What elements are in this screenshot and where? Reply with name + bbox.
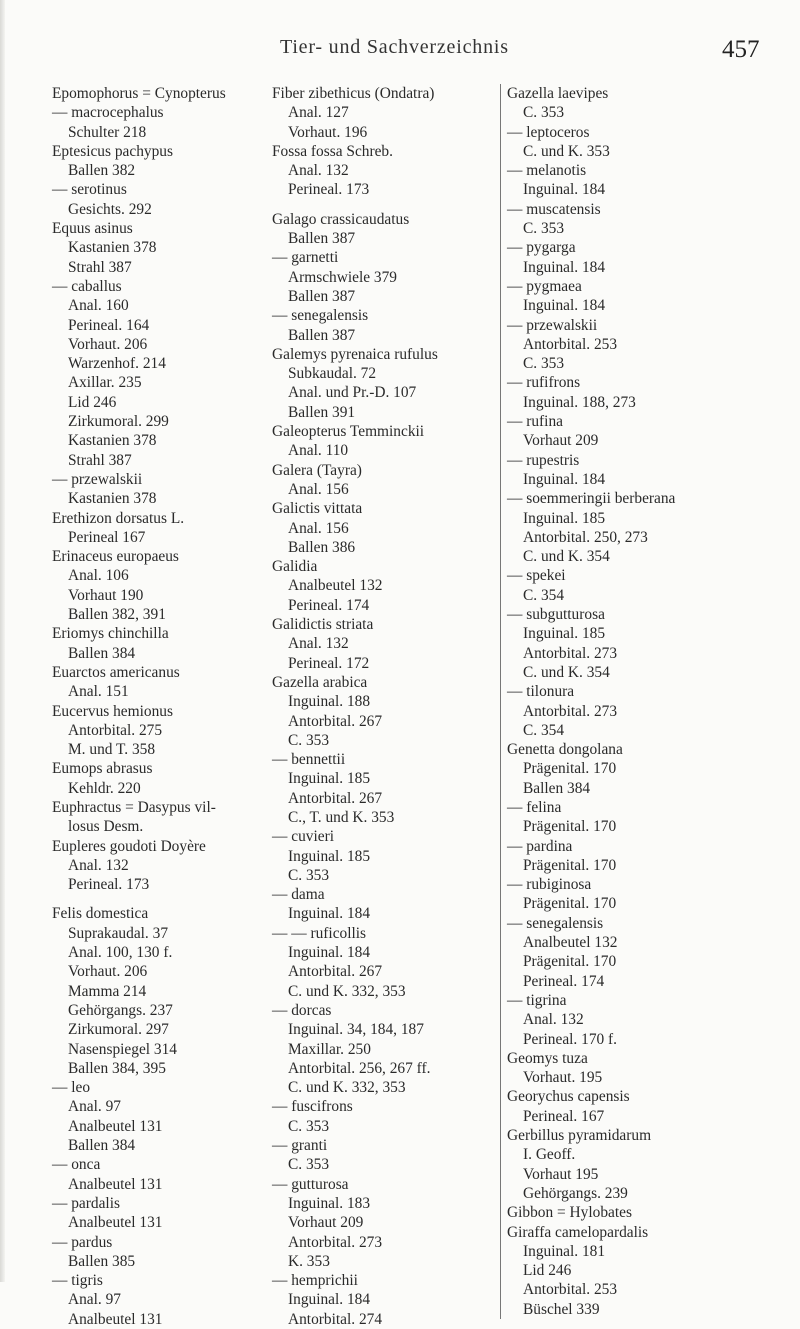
index-entry: — dorcas	[272, 1001, 332, 1019]
index-entry: Giraffa camelopardalis	[507, 1223, 649, 1241]
index-subentry: Inguinal. 184	[523, 297, 606, 315]
page-header	[0, 36, 800, 76]
index-subentry: Suprakaudal. 37	[68, 924, 169, 942]
index-subentry: Inguinal. 184	[288, 905, 371, 923]
index-subentry: Anal. und Pr.-D. 107	[288, 384, 417, 402]
index-subentry: Kehldr. 220	[68, 779, 141, 797]
index-subentry: K. 353	[288, 1252, 330, 1270]
index-subentry: Anal. 132	[288, 162, 349, 180]
index-subentry: Vorhaut 190	[68, 586, 144, 604]
index-entry: Galidictis striata	[272, 616, 374, 634]
index-entry: — subgutturosa	[507, 606, 605, 624]
index-entry: Eupleres goudoti Doyère	[52, 837, 206, 855]
index-entry: — garnetti	[272, 249, 339, 267]
index-entry: Gazella laevipes	[507, 85, 609, 102]
index-subentry: Ballen 385	[68, 1252, 136, 1270]
index-subentry: Ballen 386	[288, 538, 356, 556]
index-subentry: Antorbital. 250, 273	[523, 528, 648, 546]
index-subentry: Anal. 100, 130 f.	[68, 944, 173, 962]
index-entry: — przewalskii	[52, 470, 143, 488]
index-entry: — pygarga	[507, 239, 576, 257]
index-entry: — rufifrons	[507, 374, 581, 392]
index-subentry: Gesichts. 292	[68, 200, 152, 218]
index-subentry: Anal. 97	[68, 1291, 122, 1309]
index-entry: — rupestris	[507, 451, 580, 469]
index-entry: Felis domestica	[52, 905, 149, 923]
index-entry: — macrocephalus	[52, 104, 164, 122]
index-subentry: Perineal. 170 f.	[523, 1030, 618, 1048]
index-entry: — tigris	[52, 1272, 103, 1290]
index-entry: — soemmeringii berberana	[507, 490, 676, 508]
index-subentry: C. 353	[288, 1117, 330, 1135]
index-subentry: Maxillar. 250	[288, 1040, 371, 1058]
page-edge-shadow	[0, 0, 5, 1282]
index-entry: Euphractus = Dasypus vil-	[52, 798, 216, 816]
entry-gap	[52, 894, 267, 904]
index-subentry: Inguinal. 184	[288, 944, 371, 962]
index-entry: — leo	[52, 1079, 91, 1097]
index-subentry: Anal. 132	[68, 856, 129, 874]
index-subentry: Antorbital. 267	[288, 789, 383, 807]
index-subentry: Antorbital. 267	[288, 963, 383, 981]
index-subentry: C. und K. 354	[523, 548, 610, 566]
index-column-3	[500, 84, 800, 1319]
index-entry: Fiber zibethicus (Ondatra)	[272, 85, 435, 102]
index-entry: — tigrina	[507, 991, 567, 1009]
index-subentry: losus Desm.	[68, 818, 144, 836]
index-subentry: Inguinal. 181	[523, 1242, 606, 1260]
index-subentry: Armschwiele 379	[288, 268, 397, 286]
index-subentry: Antorbital. 253	[523, 1281, 618, 1299]
index-subentry: Büschel 339	[523, 1300, 600, 1318]
index-subentry: Schulter 218	[68, 123, 147, 141]
index-subentry: Inguinal. 184	[523, 258, 606, 276]
index-subentry: Perineal. 173	[68, 876, 150, 894]
index-subentry: Inguinal. 184	[288, 1291, 371, 1309]
index-entry: Eptesicus pachypus	[52, 142, 173, 160]
index-entry: — pygmaea	[507, 277, 582, 295]
index-subentry: Inguinal. 188, 273	[523, 393, 636, 411]
index-subentry: Lid 246	[523, 1262, 572, 1280]
index-subentry: Vorhaut. 196	[288, 123, 368, 141]
index-entry: Georychus capensis	[507, 1088, 630, 1106]
index-entry: — leptoceros	[507, 123, 590, 141]
index-subentry: C. 353	[288, 731, 330, 749]
index-subentry: Anal. 156	[288, 519, 349, 537]
index-subentry: Anal. 156	[288, 480, 349, 498]
index-entry: Eucervus hemionus	[52, 702, 173, 720]
index-entry: Gazella arabica	[272, 673, 368, 691]
index-entry: Galera (Tayra)	[272, 461, 362, 479]
index-subentry: Ballen 382	[68, 162, 136, 180]
index-entry: Erethizon dorsatus L.	[52, 509, 185, 527]
index-subentry: Prägenital. 170	[523, 953, 617, 971]
index-subentry: Ballen 384	[68, 1137, 136, 1155]
index-subentry: Inguinal. 184	[523, 470, 606, 488]
index-entry: — granti	[272, 1137, 328, 1155]
index-subentry: Vorhaut. 206	[68, 335, 148, 353]
index-subentry: Inguinal. 185	[523, 625, 606, 643]
index-subentry: C. 353	[523, 220, 565, 238]
index-subentry: Inguinal. 185	[288, 847, 371, 865]
index-entry: Euarctos americanus	[52, 663, 180, 681]
index-subentry: Perineal. 174	[288, 596, 370, 614]
index-subentry: Analbeutel 131	[68, 1175, 163, 1193]
index-subentry: Axillar. 235	[68, 374, 142, 392]
index-subentry: C. 353	[288, 866, 330, 884]
index-subentry: Strahl 387	[68, 258, 132, 276]
index-entry: — senegalensis	[507, 914, 604, 932]
index-entry: — felina	[507, 798, 562, 816]
index-subentry: Vorhaut 209	[523, 432, 599, 450]
index-subentry: Inguinal. 188	[288, 693, 371, 711]
index-entry: — cuvieri	[272, 828, 334, 846]
index-entry: Galictis vittata	[272, 500, 363, 518]
index-entry: — caballus	[52, 277, 122, 295]
index-subentry: Ballen 384	[68, 644, 136, 662]
index-entry: — melanotis	[507, 162, 587, 180]
index-subentry: C. 353	[523, 355, 565, 373]
index-subentry: Antorbital. 274	[288, 1310, 383, 1328]
index-subentry: Inguinal. 183	[288, 1194, 371, 1212]
index-subentry: Kastanien 378	[68, 432, 157, 450]
index-subentry: Analbeutel 132	[288, 577, 383, 595]
index-entry: Epomophorus = Cynopterus	[52, 85, 226, 102]
index-entry: Galeopterus Temminckii	[272, 423, 425, 441]
index-subentry: Anal. 132	[288, 635, 349, 653]
index-subentry: Prägenital. 170	[523, 895, 617, 913]
index-subentry: C. und K. 354	[523, 663, 610, 681]
index-entry: — hemprichii	[272, 1272, 358, 1290]
index-entry: Equus asinus	[52, 220, 133, 238]
index-entry: — muscatensis	[507, 200, 601, 218]
index-subentry: Vorhaut 209	[288, 1214, 364, 1232]
index-subentry: Nasenspiegel 314	[68, 1040, 177, 1058]
index-subentry: Analbeutel 132	[523, 934, 618, 952]
index-entry: Genetta dongolana	[507, 741, 623, 759]
index-entry: Eumops abrasus	[52, 760, 153, 778]
index-subentry: Inguinal. 185	[523, 509, 606, 527]
index-entry: — spekei	[507, 567, 566, 585]
index-subentry: C. 354	[523, 586, 565, 604]
index-subentry: Anal. 106	[68, 567, 129, 585]
index-column-1	[52, 84, 267, 1329]
index-subentry: Perineal 167	[68, 528, 146, 546]
index-subentry: Ballen 384, 395	[68, 1059, 166, 1077]
index-subentry: Kastanien 378	[68, 490, 157, 508]
running-title: Tier- und Sachverzeichnis	[280, 36, 509, 58]
index-entry: Galidia	[272, 558, 318, 576]
index-subentry: Inguinal. 34, 184, 187	[288, 1021, 424, 1039]
page-number: 457	[722, 36, 760, 63]
index-entry: — przewalskii	[507, 316, 598, 334]
index-subentry: C. und K. 332, 353	[288, 982, 406, 1000]
index-entry: Eriomys chinchilla	[52, 625, 169, 643]
index-subentry: Vorhaut. 195	[523, 1069, 603, 1087]
index-subentry: Antorbital. 267	[288, 712, 383, 730]
index-entry: — bennettii	[272, 751, 346, 769]
index-entry: Gibbon = Hylobates	[507, 1204, 632, 1222]
index-subentry: Warzenhof. 214	[68, 355, 166, 373]
index-subentry: Gehörgangs. 237	[68, 1001, 173, 1019]
index-subentry: Prägenital. 170	[523, 856, 617, 874]
index-entry: — pardina	[507, 837, 573, 855]
index-subentry: Analbeutel 131	[68, 1310, 163, 1328]
index-entry: Geomys tuza	[507, 1049, 588, 1067]
index-subentry: Perineal. 167	[523, 1107, 605, 1125]
index-subentry: Kastanien 378	[68, 239, 157, 257]
index-subentry: C. 353	[288, 1156, 330, 1174]
index-entry: — fuscifrons	[272, 1098, 353, 1116]
index-subentry: Ballen 387	[288, 287, 356, 305]
index-subentry: Antorbital. 253	[523, 335, 618, 353]
index-subentry: Perineal. 164	[68, 316, 150, 334]
index-subentry: Zirkumoral. 297	[68, 1021, 169, 1039]
index-entry: — senegalensis	[272, 307, 369, 325]
index-subentry: C. 353	[523, 104, 565, 122]
index-subentry: Inguinal. 184	[523, 181, 606, 199]
index-entry: Fossa fossa Schreb.	[272, 142, 393, 160]
index-subentry: Prägenital. 170	[523, 760, 617, 778]
index-subentry: Prägenital. 170	[523, 818, 617, 836]
index-subentry: Analbeutel 131	[68, 1117, 163, 1135]
index-subentry: Zirkumoral. 299	[68, 413, 169, 431]
index-entry: — rubiginosa	[507, 876, 592, 894]
index-subentry: Antorbital. 275	[68, 721, 163, 739]
index-subentry: Perineal. 172	[288, 654, 370, 672]
index-subentry: I. Geoff.	[523, 1146, 576, 1164]
index-entry: — pardalis	[52, 1194, 120, 1212]
index-subentry: Subkaudal. 72	[288, 365, 377, 383]
index-subentry: C., T. und K. 353	[288, 808, 395, 826]
index-subentry: Perineal. 174	[523, 972, 605, 990]
index-subentry: Antorbital. 273	[523, 702, 618, 720]
index-entry: Gerbillus pyramidarum	[507, 1127, 652, 1145]
index-entry: Galemys pyrenaica rufulus	[272, 345, 438, 363]
index-subentry: Antorbital. 256, 267 ff.	[288, 1059, 431, 1077]
index-entry: — — ruficollis	[272, 924, 367, 942]
index-subentry: Vorhaut. 206	[68, 963, 148, 981]
index-subentry: M. und T. 358	[68, 741, 156, 759]
index-entry: — rufina	[507, 413, 563, 431]
index-subentry: Antorbital. 273	[288, 1233, 383, 1251]
index-subentry: Antorbital. 273	[523, 644, 618, 662]
index-subentry: Lid 246	[68, 393, 117, 411]
index-subentry: C. und K. 332, 353	[288, 1079, 406, 1097]
index-entry: Erinaceus europaeus	[52, 548, 179, 566]
index-entry: — dama	[272, 886, 325, 904]
index-subentry: Anal. 127	[288, 104, 349, 122]
index-subentry: Ballen 387	[288, 230, 356, 248]
index-subentry: Inguinal. 185	[288, 770, 371, 788]
index-subentry: Ballen 387	[288, 326, 356, 344]
index-entry: — gutturosa	[272, 1175, 349, 1193]
index-subentry: Analbeutel 131	[68, 1214, 163, 1232]
index-entry: — onca	[52, 1156, 101, 1174]
index-subentry: Ballen 382, 391	[68, 606, 166, 624]
index-subentry: C. und K. 353	[523, 142, 610, 160]
index-subentry: Vorhaut 195	[523, 1165, 599, 1183]
index-column-2	[272, 84, 497, 1329]
index-subentry: Perineal. 173	[288, 181, 370, 199]
entry-gap	[272, 200, 497, 210]
index-entry: Galago crassicaudatus	[272, 210, 410, 228]
index-subentry: Anal. 97	[68, 1098, 122, 1116]
index-entry: — tilonura	[507, 683, 575, 701]
index-subentry: Strahl 387	[68, 451, 132, 469]
index-subentry: Ballen 391	[288, 403, 356, 421]
index-subentry: Anal. 132	[523, 1011, 584, 1029]
index-subentry: Anal. 160	[68, 297, 129, 315]
index-subentry: Anal. 110	[288, 442, 349, 460]
index-entry: — serotinus	[52, 181, 127, 199]
index-subentry: Gehörgangs. 239	[523, 1184, 628, 1202]
index-subentry: C. 354	[523, 721, 565, 739]
index-entry: — pardus	[52, 1233, 113, 1251]
index-subentry: Anal. 151	[68, 683, 129, 701]
index-subentry: Mamma 214	[68, 982, 147, 1000]
index-subentry: Ballen 384	[523, 779, 591, 797]
